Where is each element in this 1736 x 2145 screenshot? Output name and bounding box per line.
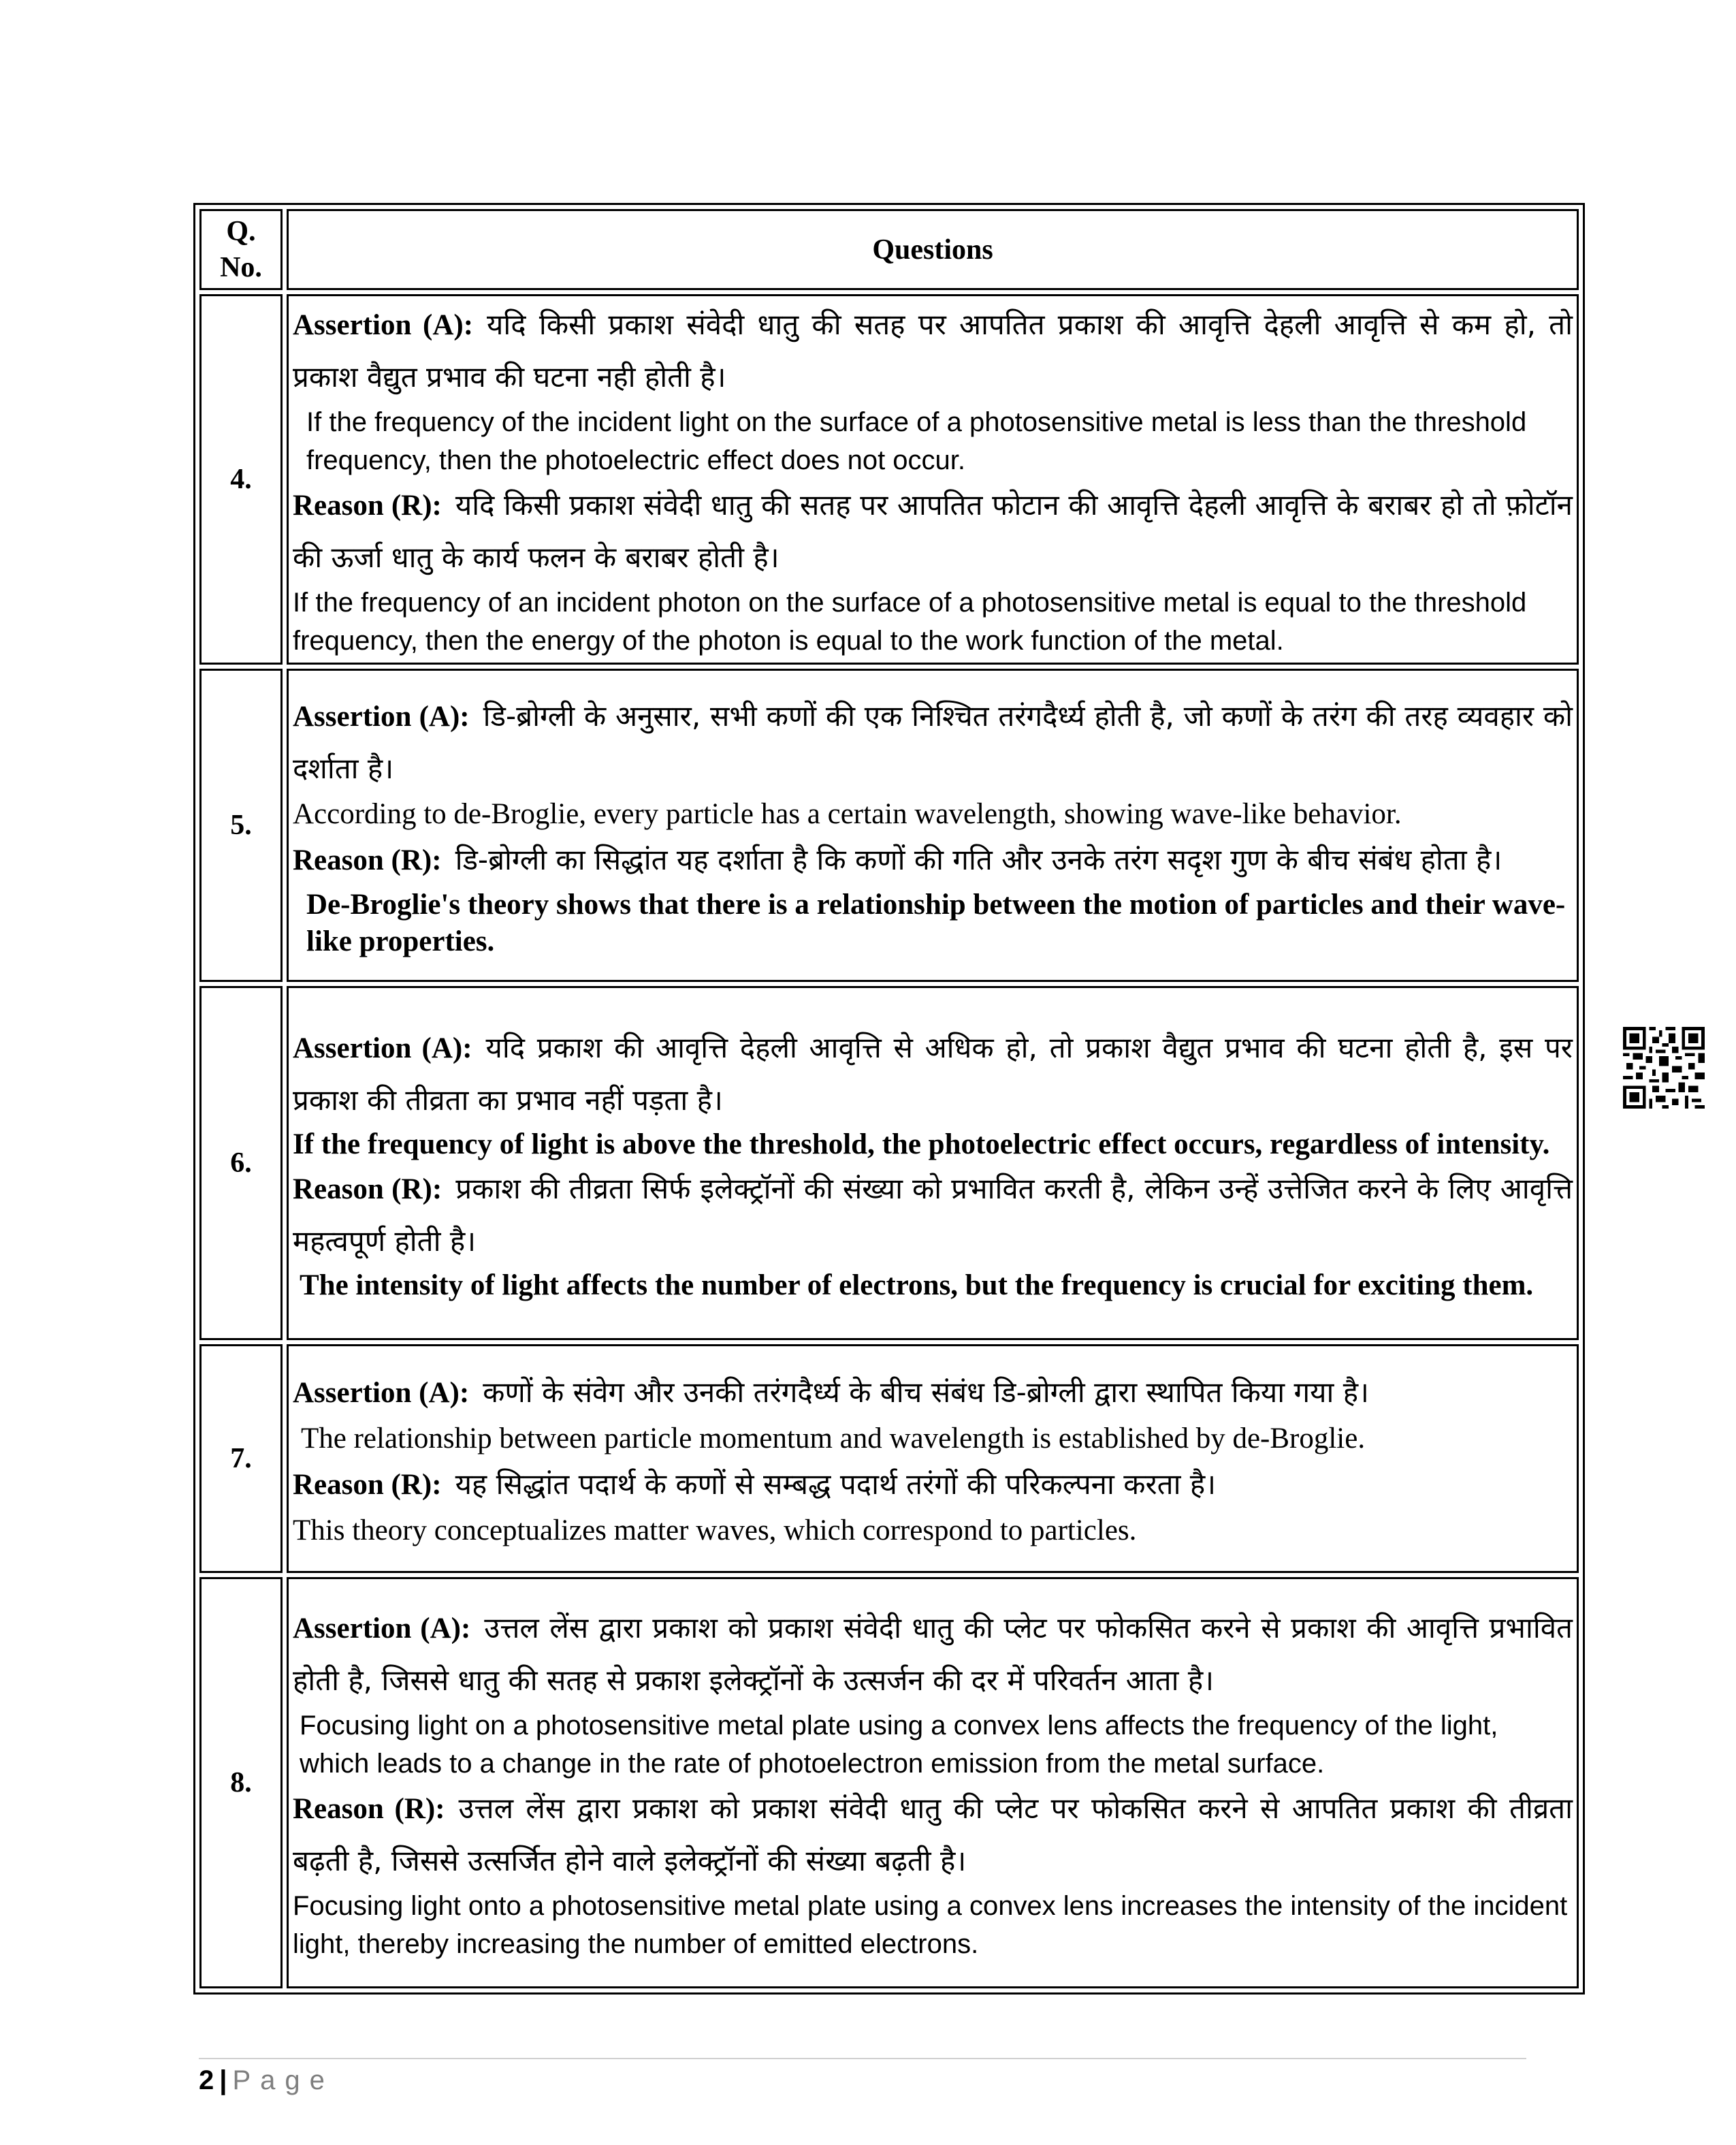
table-header-row xyxy=(199,209,1579,290)
question-number: 6. xyxy=(199,986,283,1340)
reason-english: If the frequency of an incident photon on the surface of a photosensitive metal is equal to the threshold frequency, then the energy of the photon is equal to the work function of the metal. xyxy=(293,588,1527,656)
page-number: 2 xyxy=(199,2065,214,2095)
question-body xyxy=(287,294,1579,665)
assertion-hindi: Assertion (A): डि-ब्रोग्ली के अनुसार, सभी कणों की एक निश्चित तरंगदैर्ध्य होती है, जो कणों के तरंग की तरह व्यवहार को दर्शाता है। xyxy=(293,699,1573,785)
question-body xyxy=(287,1577,1579,1988)
reason-label: Reason (R): xyxy=(293,490,442,522)
assertion-hindi: Assertion (A): कणों के संवेग और उनकी तरंगदैर्ध्य के बीच संबंध डि-ब्रोग्ली द्वारा स्थापित किया गया है। xyxy=(293,1376,1369,1409)
assertion-english: Focusing light on a photosensitive metal plate using a convex lens affects the frequency of the light, which leads to a change in the rate of photoelectron emission from the metal surface. xyxy=(300,1711,1498,1779)
question-body xyxy=(287,1344,1579,1573)
reason-label: Reason (R): xyxy=(293,1469,442,1501)
assertion-label: Assertion (A): xyxy=(293,701,470,733)
question-number: 4. xyxy=(199,294,283,665)
assertion-hindi: Assertion (A): उत्तल लेंस द्वारा प्रकाश को प्रकाश संवेदी धातु की प्लेट पर फोकसित करने से प्रकाश की आवृत्ति प्रभावित होती है, जिससे धातु की सतह से प्रकाश इलेक्ट्रॉनों के उत्सर्जन की दर में परिवर्तन आता है। xyxy=(293,1611,1573,1697)
footer-separator: | xyxy=(219,2065,227,2095)
reason-hindi: Reason (R): यदि किसी प्रकाश संवेदी धातु की सतह पर आपतित फोटान की आवृत्ति देहली आवृत्ति के बराबर हो तो फ़ोटॉन की ऊर्जा धातु के कार्य फलन के बराबर होती है। xyxy=(293,488,1573,574)
question-body xyxy=(287,669,1579,982)
table-row xyxy=(199,1577,1579,1988)
footer-divider xyxy=(199,2058,1526,2059)
reason-label: Reason (R): xyxy=(293,844,442,876)
assertion-label: Assertion (A): xyxy=(293,1032,472,1064)
reason-label: Reason (R): xyxy=(293,1793,445,1825)
assertion-english: If the frequency of light is above the threshold, the photoelectric effect occurs, regardless of intensity. xyxy=(293,1128,1550,1160)
reason-english: De-Broglie's theory shows that there is a relationship between the motion of particles and their wave-like properties. xyxy=(306,889,1566,957)
assertion-english: According to de-Broglie, every particle has a certain wavelength, showing wave-like behavior. xyxy=(293,798,1402,830)
question-body xyxy=(287,986,1579,1340)
reason-hindi: Reason (R): डि-ब्रोग्ली का सिद्धांत यह दर्शाता है कि कणों की गति और उनके तरंग सदृश गुण के बीच संबंध होता है। xyxy=(293,843,1502,876)
reason-label: Reason (R): xyxy=(293,1173,443,1205)
reason-hindi: Reason (R): प्रकाश की तीव्रता सिर्फ इलेक्ट्रॉनों की संख्या को प्रभावित करती है, लेकिन उन्हें उत्तेजित करने के लिए आवृत्ति महत्वपूर्ण होती है। xyxy=(293,1172,1573,1258)
header-qno: Q. No. xyxy=(199,209,283,290)
question-number: 5. xyxy=(199,669,283,982)
reason-hindi: Reason (R): उत्तल लेंस द्वारा प्रकाश को प्रकाश संवेदी धातु की प्लेट पर फोकसित करने से आपतित प्रकाश की तीव्रता बढ़ती है, जिससे उत्सर्जित होने वाले इलेक्ट्रॉनों की संख्या बढ़ती है। xyxy=(293,1792,1573,1877)
table-row xyxy=(199,986,1579,1340)
question-number: 8. xyxy=(199,1577,283,1988)
assertion-hindi: Assertion (A): यदि प्रकाश की आवृत्ति देहली आवृत्ति से अधिक हो, तो प्रकाश वैद्युत प्रभाव की घटना होती है, इस पर प्रकाश की तीव्रता का प्रभाव नहीं पड़ता है। xyxy=(293,1031,1573,1117)
table-row xyxy=(199,294,1579,665)
assertion-english: The relationship between particle momentum and wavelength is established by de-Broglie. xyxy=(301,1423,1366,1455)
reason-english: Focusing light onto a photosensitive metal plate using a convex lens increases the intensity of the incident light, thereby increasing the number of emitted electrons. xyxy=(293,1891,1568,1959)
reason-hindi: Reason (R): यह सिद्धांत पदार्थ के कणों से सम्बद्ध पदार्थ तरंगों की परिकल्पना करता है। xyxy=(293,1467,1217,1501)
reason-english: The intensity of light affects the number of electrons, but the frequency is crucial for exciting them. xyxy=(300,1269,1534,1301)
questions-table xyxy=(193,203,1585,1995)
page-label: Page xyxy=(232,2065,334,2095)
header-questions: Questions xyxy=(287,209,1579,290)
qr-code-icon xyxy=(1623,1027,1705,1109)
assertion-label: Assertion (A): xyxy=(293,1612,471,1644)
assertion-label: Assertion (A): xyxy=(293,309,474,341)
assertion-hindi: Assertion (A): यदि किसी प्रकाश संवेदी धातु की सतह पर आपतित प्रकाश की आवृत्ति देहली आवृत्ति से कम हो, तो प्रकाश वैद्युत प्रभाव की घटना नही होती है। xyxy=(293,308,1573,394)
question-number: 7. xyxy=(199,1344,283,1573)
reason-english: This theory conceptualizes matter waves, which correspond to particles. xyxy=(293,1514,1137,1546)
assertion-english: If the frequency of the incident light on the surface of a photosensitive metal is less than the threshold frequency, then the photoelectric effect does not occur. xyxy=(306,407,1527,475)
table-row xyxy=(199,669,1579,982)
assertion-label: Assertion (A): xyxy=(293,1377,470,1409)
page-footer xyxy=(199,2063,334,2097)
table-row xyxy=(199,1344,1579,1573)
